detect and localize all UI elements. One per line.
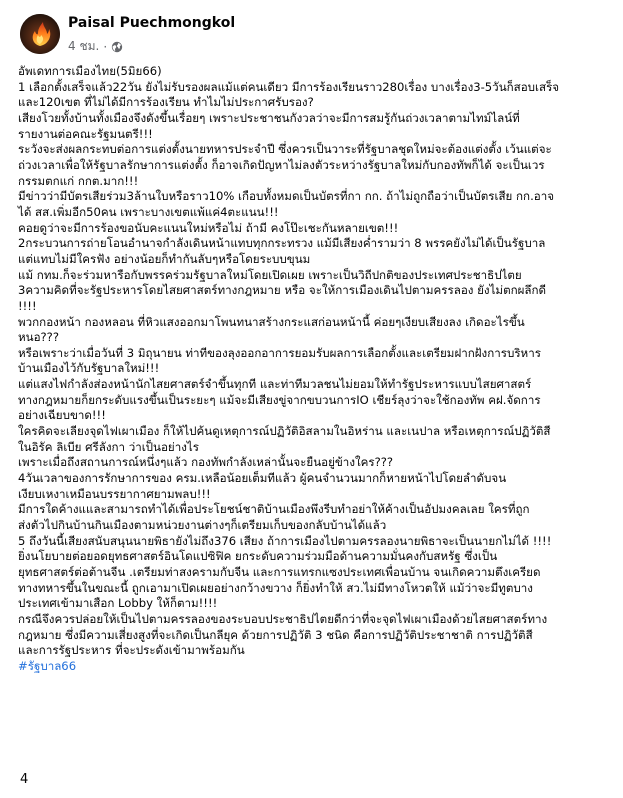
post-text-line: ยิ่งนโยบายต่อยอดยุทธศาสตร์อินโดแปซิฟิค ยกระดับความร่วมมือด้านความมั่นคงกับสหรัฐ ซึ่งเป็น xyxy=(18,549,498,564)
post-meta xyxy=(68,37,123,56)
post-text-line: ยุทธศาสตร์ต่อต้านจีน .เตรียมท่าสงครามกับจีน และการแทรกแซงประเทศเพื่อนบ้าน จนเกิดความตึงเครียด xyxy=(18,565,541,579)
post-text-line: และการรัฐประหาร ที่จะประดังเข้ามาพร้อมกัน xyxy=(18,643,245,658)
post-text-line: อัพเดทการเมืองไทย(5มิย66) xyxy=(18,64,162,78)
post-text-line: กรรมตกแก่ กกต.มาก!!! xyxy=(18,173,139,188)
globe-icon[interactable] xyxy=(111,41,123,53)
avatar[interactable] xyxy=(20,14,60,54)
post-text-line: 3ความคิดที่จะรัฐประหารโดยไสยศาสตร์ทางกฎหมาย หรือ จะให้การเมืองเดินไปตามครรลอง ยังไม่ตกผลึกดี xyxy=(18,283,547,298)
post-text-line: อย่างเฉียบขาด!!! xyxy=(18,408,106,423)
post-text-line: ทางกฎหมายก็ยกระดับแรงขึ้นเป็นระยะๆ แม้จะมีเสียงขู่จากขบวนการIO เชียร์ลุงว่าจะใช้กองทัพ คฝ.จัดการ xyxy=(18,392,541,407)
meta-separator: · xyxy=(103,39,108,54)
post-text-line: พวกกองหน้า กองหลอน ที่หิวแสงออกมาโพนทนาสร้างกระแสก่อนหน้านี้ ค่อยๆเงียบเสียงลง เกิดอะไรขึ้น xyxy=(18,314,525,329)
author-name[interactable]: Paisal Puechmongkol xyxy=(68,15,236,31)
post-text-line: 2กระบวนการถ่ายโอนอำนาจกำลังเดินหน้าแทบทุกกระทรวง แม้มีเสียงค่ำรามว่า 8 พรรคยังไม่ได้เป็นรัฐบาล xyxy=(18,236,546,251)
post-text-line: และ120เขต ที่ไม่ได้มีการร้องเรียน ทำไมไม่ประกาศรับรอง? xyxy=(18,95,314,110)
post-text-line: 5 ถึงวันนี้เสียงสนับสนุนนายพิธายังไม่ถึง376 เสียง ถ้าการเมืองไปตามครรลองนายพิธาจะเป็นนายกไม่ได้ !!!! xyxy=(18,533,552,548)
post-time[interactable]: 4 ชม. xyxy=(68,39,100,53)
post-text-line: หรือเพราะว่าเมื่อวันที่ 3 มิถุนายน ท่าทีของลุงออกอาการยอมรับผลการเลือกตั้งและเตรียมฝากฝังการบริหาร xyxy=(18,345,541,360)
post-header xyxy=(20,12,600,58)
post-text-line: บ้านเมืองไว้กับรัฐบาลใหม่!!! xyxy=(18,361,160,376)
post-text-line: ถ่วงเวลาเพื่อให้รัฐบาลรักษาการแต่งตั้ง ก็อาจเกิดปัญหาไม่ลงตัวระหว่างรัฐบาลใหม่กับกองทัพก็ได้ จะเป็นเวร xyxy=(18,157,545,172)
post-text-line: ใครคิดจะเลียงจุดไฟเผาเมือง ก็ให้ไปค้นดูเหตุการณ์ปฏิวัติอิสลามในอิหร่าน และเนปาล หรือเหตุการณ์ปฏิวัติสี xyxy=(18,424,551,439)
post-body xyxy=(18,64,610,675)
post-text-line: กรณีจึงควรปล่อยให้เป็นไปตามครรลองของระบอบประชาธิปไตยดีกว่าที่จะจุดไฟเผาเมืองด้วยไสยศาสตร์ทาง xyxy=(18,611,548,626)
post-text-line: !!!! xyxy=(18,298,37,313)
post-text-line: กฎหมาย ซึ่งมีความเสี่ยงสูงที่จะเกิดเป็นกลียุค ด้วยการปฏิวัติ 3 ชนิด คือการปฏิวัติประชาชาติ การปฏิวัติสี xyxy=(18,627,533,642)
post-text-line: มีการใดค้างแและสามารถทำได้เพื่อประโยชน์ชาติบ้านเมืองพึงรีบทำอย่าให้ค้างเป็นอัปมงคลเลย ใครที่ถูก xyxy=(18,502,530,517)
post-text-line: หนอ??? xyxy=(18,330,59,345)
post-text-line: ประเทศเข้ามาเสือก Lobby ให้ก็ตาม!!!! xyxy=(18,596,218,611)
post-text-line: เสียงโวยทั้งบ้านทั้งเมืองจึงดังขึ้นเรื่อยๆ เพราะประชาชนกังวลว่าจะมีการสมรู้กันถ่วงเวลาตามไทม์ไลน์ที่ xyxy=(18,110,520,125)
reaction-count[interactable]: 4 xyxy=(20,772,29,787)
post-text-line: เงียบเหงาเหมือนบรรยากาศยามพลบ!!! xyxy=(18,486,211,501)
post-text-line: แม้ กทม.ก็จะร่วมหารือกับพรรคร่วมรัฐบาลใหม่โดยเปิดเผย เพราะเป็นวิถีปกติของประเทศประชาธิปไตย xyxy=(18,267,522,282)
post-text-line: แต่แทบไม่มีใครฟัง อย่างน้อยก็ทำกันลับๆหรือโดยระบบขุนม xyxy=(18,251,311,266)
post-text-line: ระวังจะส่งผลกระทบต่อการแต่งตั้งนายทหารประจำปี ซึ่งควรเป็นวาระที่รัฐบาลชุดใหม่จะต้องแต่งตั้ง เว้นแต่จะ xyxy=(18,142,552,157)
post-text-line: แต่แสงไฟกำลังส่องหน้านักไสยศาสตร์จำขึ้นทุกที และท่าทีมวลชนไม่ยอมให้ทำรัฐประหารแบบไสยศาสตร์ xyxy=(18,377,532,392)
post-text-line: รายงานต่อคณะรัฐมนตรี!!! xyxy=(18,126,153,141)
post-text-line: ส่งตัวไปกินบ้านกินเมืองตามหน่วยงานต่างๆก็เตรียมเก็บของกลับบ้านได้แล้ว xyxy=(18,518,387,533)
post-text-line: ในอิรัค ลิเบีย ศรีลังกา ว่าเป็นอย่างไร xyxy=(18,439,199,454)
post-text-line: คอยดูว่าจะมีการร้องขอนับคะแนนใหม่หรือไม่ ถ้ามี คงโป๊ะเชะกันหลายเขต!!! xyxy=(18,220,399,235)
post-text-line: ได้ สส.เพิ่มอีก50คน เพราะบางเขตแพ้แค่4ตะแนน!!! xyxy=(18,204,279,219)
post-text-line: 4วันเวลาของการรักษาการของ ครม.เหลือน้อยเต็มทีแล้ว ผู้คนจำนวนมากก็หายหน้าไปโดยลำดับจน xyxy=(18,471,507,486)
post-text-line: มีข่าวว่ามีบัตรเสียร่วม3ล้านใบหรือราว10% เกือบทั้งหมดเป็นบัตรที่กา กก. ถ้าไม่ถูกถือว่าเป็นบัตรเสีย กก.อาจ xyxy=(18,189,555,204)
post-text-line: 1 เลือกตั้งเสร็จแล้ว22วัน ยังไม่รับรองผลแม้แต่คนเดียว มีการร้องเรียนราว280เรื่อง บางเรื่อง3-5วันก็สอบเสร็จ xyxy=(18,79,560,94)
post-text-line: เพราะเมื่อถึงสถานการณ์หนึ่งๆแล้ว กองทัพกำลังเหล่านั้นจะยืนอยู่ข้างใคร??? xyxy=(18,455,394,470)
avatar-flame-icon xyxy=(20,14,60,54)
post-text-line: ทางทหารขึ้นในขณะนี้ ถูกเอามาเปิดเผยอย่างกว้างขวาง ก็ยิ่งทำให้ สว.ไม่มีทางโหวตให้ แม้ว่าจะมีทูตบาง xyxy=(18,580,533,595)
hashtag-link[interactable]: #รัฐบาล66 xyxy=(18,658,77,673)
